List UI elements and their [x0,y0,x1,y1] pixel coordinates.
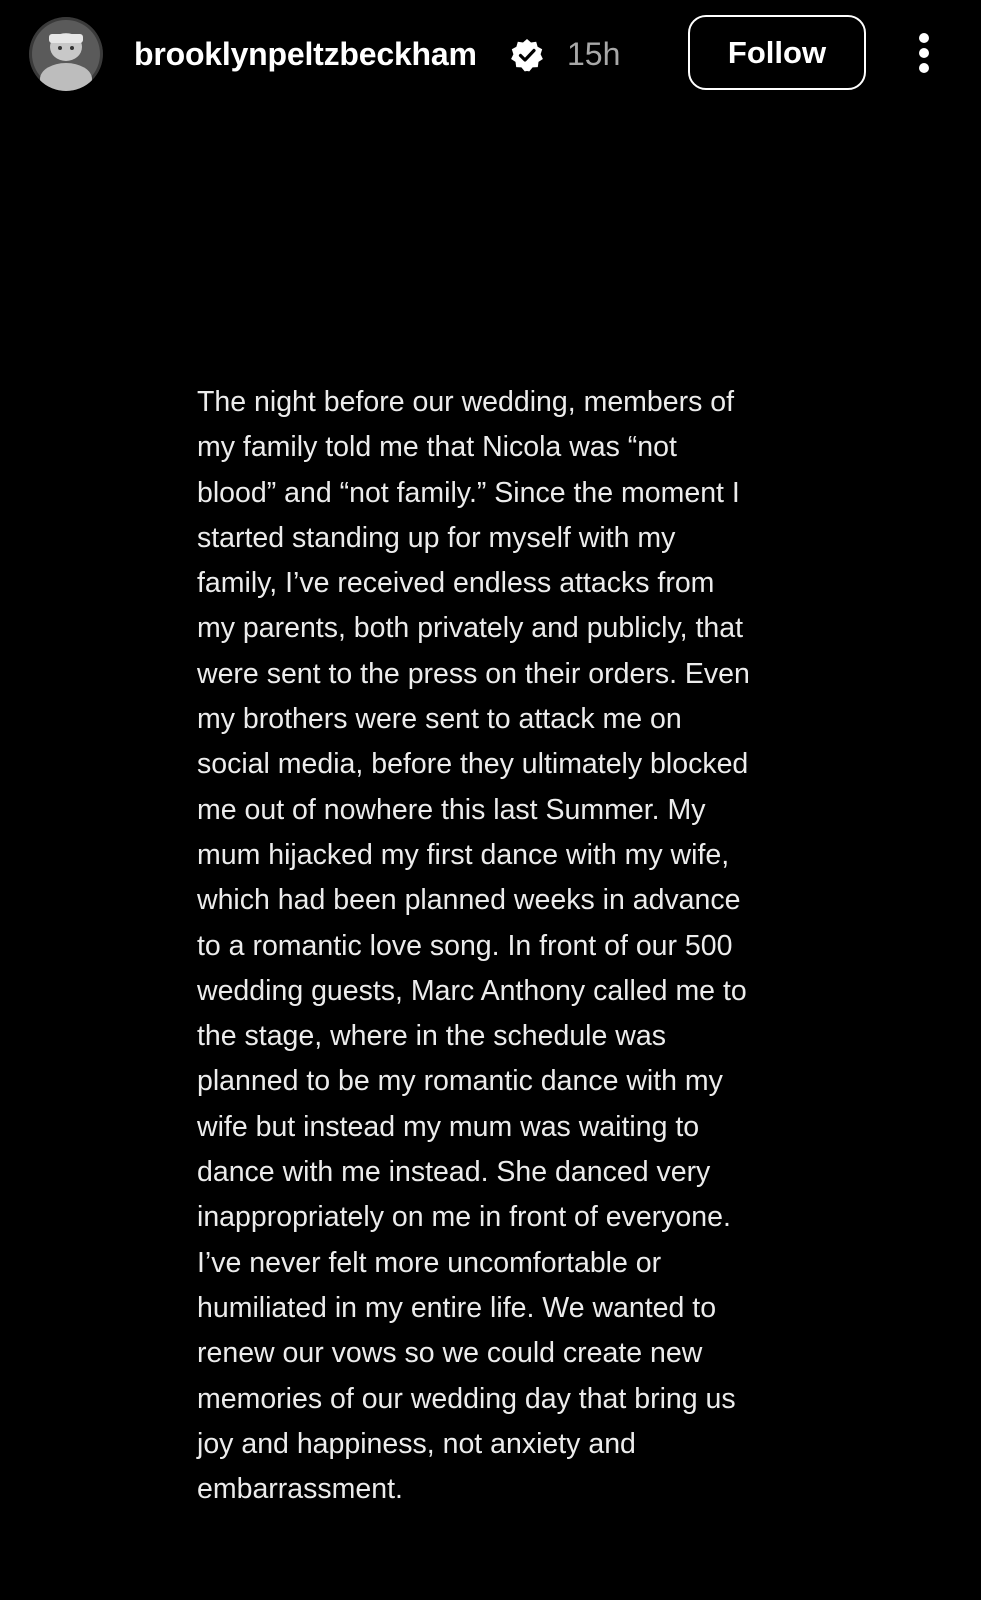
story-text: The night before our wedding, members of my family told me that Nicola was “not blood” and “not family.” Since the moment I started standing up for myself with my family, I’ve received endless attacks from my parents, both privately and publicly, that were sent to the press on their orders. Even my brothers were sent to attack me on social media, before they ultimately blocked me out of nowhere this last Summer. My mum hijacked my first dance with my wife, which had been planned weeks in advance to a romantic love song. In front of our 500 wedding guests, Marc Anthony called me to the stage, where in the schedule was planned to be my romantic dance with my wife but instead my mum was waiting to dance with me instead. She danced very inappropriately on me in front of everyone. I’ve never felt more uncomfortable or humiliated in my entire life. We wanted to renew our vows so we could create new memories of our wedding day that bring us joy and happiness, not anxiety and embarrassment. [197,386,750,1506]
verified-badge-icon [510,38,544,72]
post-timestamp: 15h [567,36,621,72]
avatar[interactable] [29,17,103,91]
more-options-button[interactable] [904,30,944,76]
profile-avatar-icon [29,17,103,91]
story-header [0,0,981,108]
follow-button[interactable]: Follow [688,15,866,90]
more-options-icon [917,32,931,74]
username[interactable]: brooklynpeltzbeckham [134,36,477,72]
